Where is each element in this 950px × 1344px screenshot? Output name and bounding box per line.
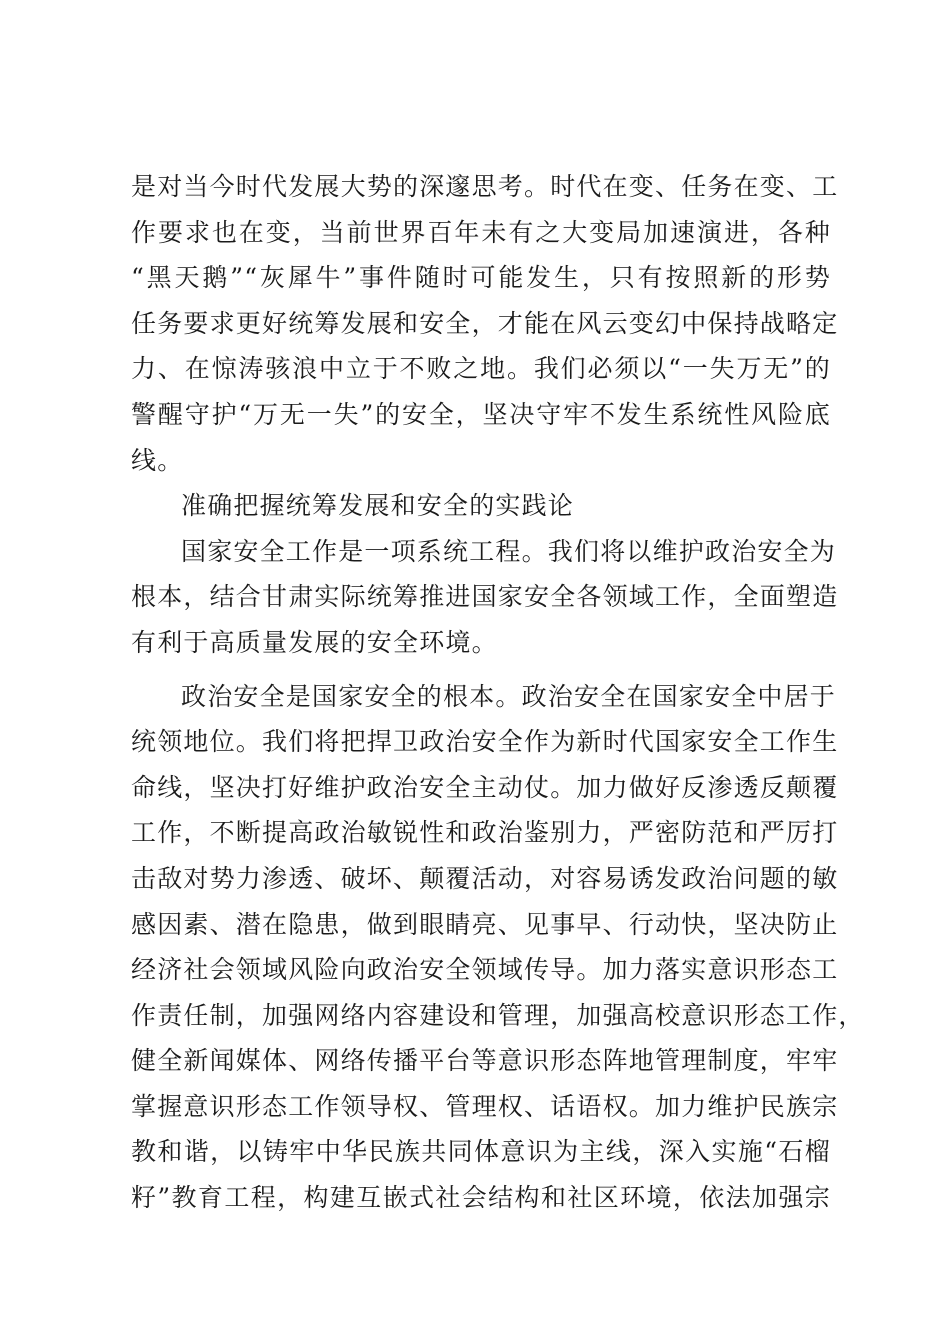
text-line: 籽”教育工程，构建互嵌式社会结构和社区环境，依法加强宗 [131, 1183, 831, 1213]
text-line: 工作，不断提高政治敏锐性和政治鉴别力，严密防范和严厉打 [131, 818, 839, 848]
text-line: 经济社会领域风险向政治安全领域传导。加力落实意识形态工 [131, 955, 839, 985]
text-line: 根本，结合甘肃实际统筹推进国家安全各领域工作，全面塑造 [131, 582, 839, 612]
text-line: 击敌对势力渗透、破坏、颠覆活动，对容易诱发政治问题的敏 [131, 863, 839, 893]
text-line: 健全新闻媒体、网络传播平台等意识形态阵地管理制度，牢牢 [131, 1046, 839, 1076]
text-line: 命线，坚决打好维护政治安全主动仗。加力做好反渗透反颠覆 [131, 772, 839, 802]
text-line: 有利于高质量发展的安全环境。 [131, 627, 498, 657]
text-line: 警醒守护“万无一失”的安全，坚决守牢不发生系统性风险底 [131, 399, 831, 429]
text-line: 国家安全工作是一项系统工程。我们将以维护政治安全为 [181, 536, 837, 566]
text-line: “黑天鹅”“灰犀牛”事件随时可能发生，只有按照新的形势 [131, 263, 831, 293]
text-line: 掌握意识形态工作领导权、管理权、话语权。加力维护民族宗 [131, 1091, 839, 1121]
text-line: 政治安全是国家安全的根本。政治安全在国家安全中居于 [181, 681, 837, 711]
text-line: 统领地位。我们将把捍卫政治安全作为新时代国家安全工作生 [131, 727, 839, 757]
section-heading: 准确把握统筹发展和安全的实践论 [181, 491, 575, 521]
text-line: 力、在惊涛骇浪中立于不败之地。我们必须以“一失万无”的 [131, 354, 831, 384]
document-body [131, 164, 865, 1221]
text-line: 任务要求更好统筹发展和安全，才能在风云变幻中保持战略定 [131, 308, 839, 338]
text-line: 作要求也在变，当前世界百年未有之大变局加速演进，各种 [131, 217, 831, 247]
text-line: 是对当今时代发展大势的深邃思考。时代在变、任务在变、工 [131, 172, 839, 201]
text-line: 线。 [131, 445, 184, 475]
text-line: 感因素、潜在隐患，做到眼睛亮、见事早、行动快，坚决防止 [131, 909, 839, 939]
text-line: 教和谐，以铸牢中华民族共同体意识为主线，深入实施“石榴 [131, 1137, 831, 1167]
text-line: 作责任制，加强网络内容建设和管理，加强高校意识形态工作， [131, 1000, 865, 1030]
